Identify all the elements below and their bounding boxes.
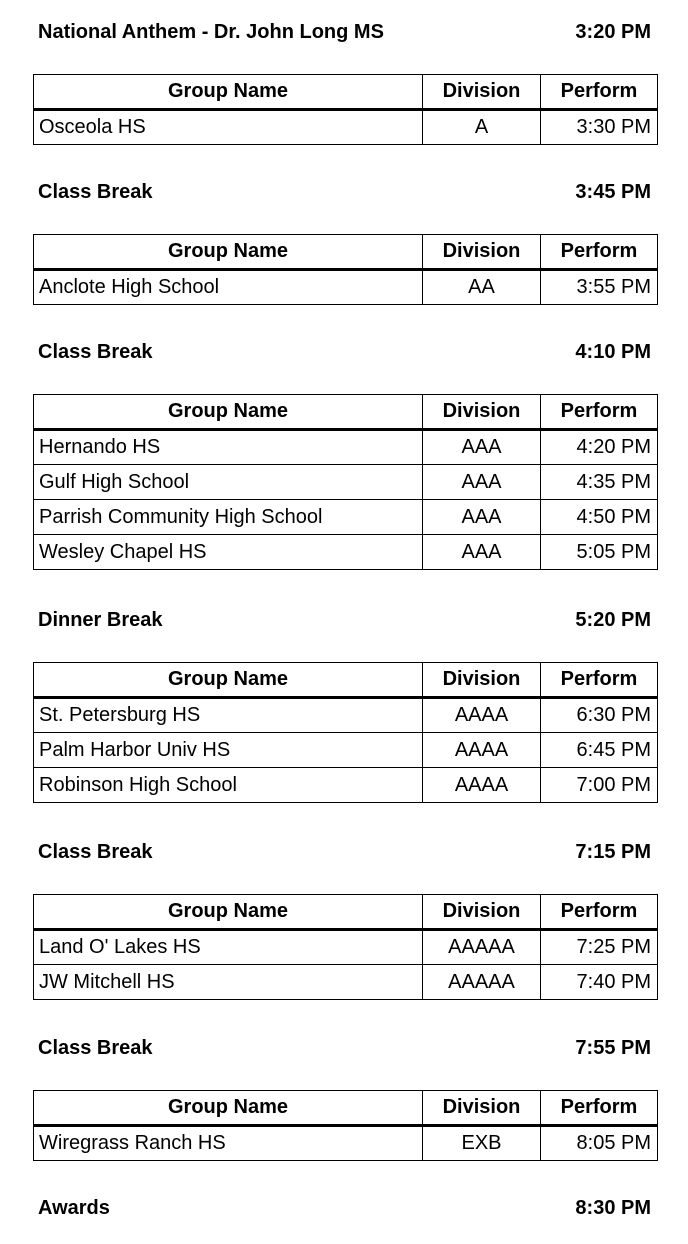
- event-time: 7:15 PM: [575, 841, 651, 863]
- schedule-table: [33, 662, 658, 803]
- perform-header: Perform: [541, 235, 658, 270]
- perform-time-cell: 7:25 PM: [541, 930, 658, 965]
- class-break-heading: [38, 177, 651, 207]
- table-header-row: [34, 663, 658, 698]
- table-header-row: [34, 395, 658, 430]
- awards-heading: [38, 1193, 651, 1223]
- perform-time-cell: 8:05 PM: [541, 1126, 658, 1161]
- division-header: Division: [423, 895, 541, 930]
- schedule-table: [33, 74, 658, 145]
- group-name-header: Group Name: [34, 663, 423, 698]
- group-name-cell: St. Petersburg HS: [34, 698, 423, 733]
- event-time: 5:20 PM: [575, 609, 651, 631]
- perform-time-cell: 6:45 PM: [541, 733, 658, 768]
- perform-header: Perform: [541, 75, 658, 110]
- perform-header: Perform: [541, 1091, 658, 1126]
- perform-time-cell: 7:00 PM: [541, 768, 658, 803]
- group-name-header: Group Name: [34, 395, 423, 430]
- group-name-cell: Parrish Community High School: [34, 500, 423, 535]
- event-label: Dinner Break: [38, 609, 163, 631]
- division-cell: AAA: [423, 535, 541, 570]
- schedule-table: [33, 1090, 658, 1161]
- table-row: [34, 270, 658, 305]
- perform-time-cell: 3:30 PM: [541, 110, 658, 145]
- event-label: Awards: [38, 1197, 110, 1219]
- group-name-header: Group Name: [34, 1091, 423, 1126]
- event-label: National Anthem - Dr. John Long MS: [38, 21, 384, 43]
- table-header-row: [34, 75, 658, 110]
- perform-header: Perform: [541, 895, 658, 930]
- group-name-header: Group Name: [34, 895, 423, 930]
- division-cell: A: [423, 110, 541, 145]
- table-row: [34, 930, 658, 965]
- event-time: 4:10 PM: [575, 341, 651, 363]
- event-label: Class Break: [38, 341, 153, 363]
- group-name-cell: Palm Harbor Univ HS: [34, 733, 423, 768]
- group-name-cell: Osceola HS: [34, 110, 423, 145]
- table-row: [34, 965, 658, 1000]
- perform-time-cell: 4:20 PM: [541, 430, 658, 465]
- table-header-row: [34, 235, 658, 270]
- class-break-heading: [38, 837, 651, 867]
- division-cell: AAAAA: [423, 930, 541, 965]
- table-header-row: [34, 895, 658, 930]
- group-name-header: Group Name: [34, 235, 423, 270]
- schedule-table: [33, 394, 658, 570]
- division-cell: AAA: [423, 430, 541, 465]
- division-cell: AAAA: [423, 733, 541, 768]
- event-label: Class Break: [38, 1037, 153, 1059]
- division-cell: EXB: [423, 1126, 541, 1161]
- table-row: [34, 733, 658, 768]
- anthem-heading: [38, 17, 651, 47]
- dinner-break-heading: [38, 605, 651, 635]
- event-time: 8:30 PM: [575, 1197, 651, 1219]
- division-cell: AAA: [423, 465, 541, 500]
- perform-header: Perform: [541, 663, 658, 698]
- division-header: Division: [423, 663, 541, 698]
- class-break-heading: [38, 337, 651, 367]
- event-time: 3:45 PM: [575, 181, 651, 203]
- group-name-cell: Wiregrass Ranch HS: [34, 1126, 423, 1161]
- perform-time-cell: 5:05 PM: [541, 535, 658, 570]
- perform-time-cell: 6:30 PM: [541, 698, 658, 733]
- division-cell: AAAA: [423, 698, 541, 733]
- table-row: [34, 500, 658, 535]
- division-header: Division: [423, 75, 541, 110]
- perform-time-cell: 3:55 PM: [541, 270, 658, 305]
- table-row: [34, 768, 658, 803]
- division-cell: AA: [423, 270, 541, 305]
- class-break-heading: [38, 1033, 651, 1063]
- table-row: [34, 698, 658, 733]
- event-label: Class Break: [38, 181, 153, 203]
- group-name-cell: Anclote High School: [34, 270, 423, 305]
- division-cell: AAAA: [423, 768, 541, 803]
- event-time: 3:20 PM: [575, 21, 651, 43]
- perform-time-cell: 4:50 PM: [541, 500, 658, 535]
- schedule-table: [33, 894, 658, 1000]
- division-cell: AAA: [423, 500, 541, 535]
- perform-time-cell: 4:35 PM: [541, 465, 658, 500]
- group-name-cell: Land O' Lakes HS: [34, 930, 423, 965]
- division-header: Division: [423, 1091, 541, 1126]
- perform-header: Perform: [541, 395, 658, 430]
- event-time: 7:55 PM: [575, 1037, 651, 1059]
- division-header: Division: [423, 395, 541, 430]
- group-name-cell: JW Mitchell HS: [34, 965, 423, 1000]
- group-name-cell: Hernando HS: [34, 430, 423, 465]
- group-name-header: Group Name: [34, 75, 423, 110]
- table-row: [34, 465, 658, 500]
- schedule-table: [33, 234, 658, 305]
- group-name-cell: Gulf High School: [34, 465, 423, 500]
- table-row: [34, 535, 658, 570]
- table-row: [34, 1126, 658, 1161]
- division-header: Division: [423, 235, 541, 270]
- table-header-row: [34, 1091, 658, 1126]
- event-label: Class Break: [38, 841, 153, 863]
- table-row: [34, 110, 658, 145]
- table-row: [34, 430, 658, 465]
- division-cell: AAAAA: [423, 965, 541, 1000]
- perform-time-cell: 7:40 PM: [541, 965, 658, 1000]
- group-name-cell: Robinson High School: [34, 768, 423, 803]
- group-name-cell: Wesley Chapel HS: [34, 535, 423, 570]
